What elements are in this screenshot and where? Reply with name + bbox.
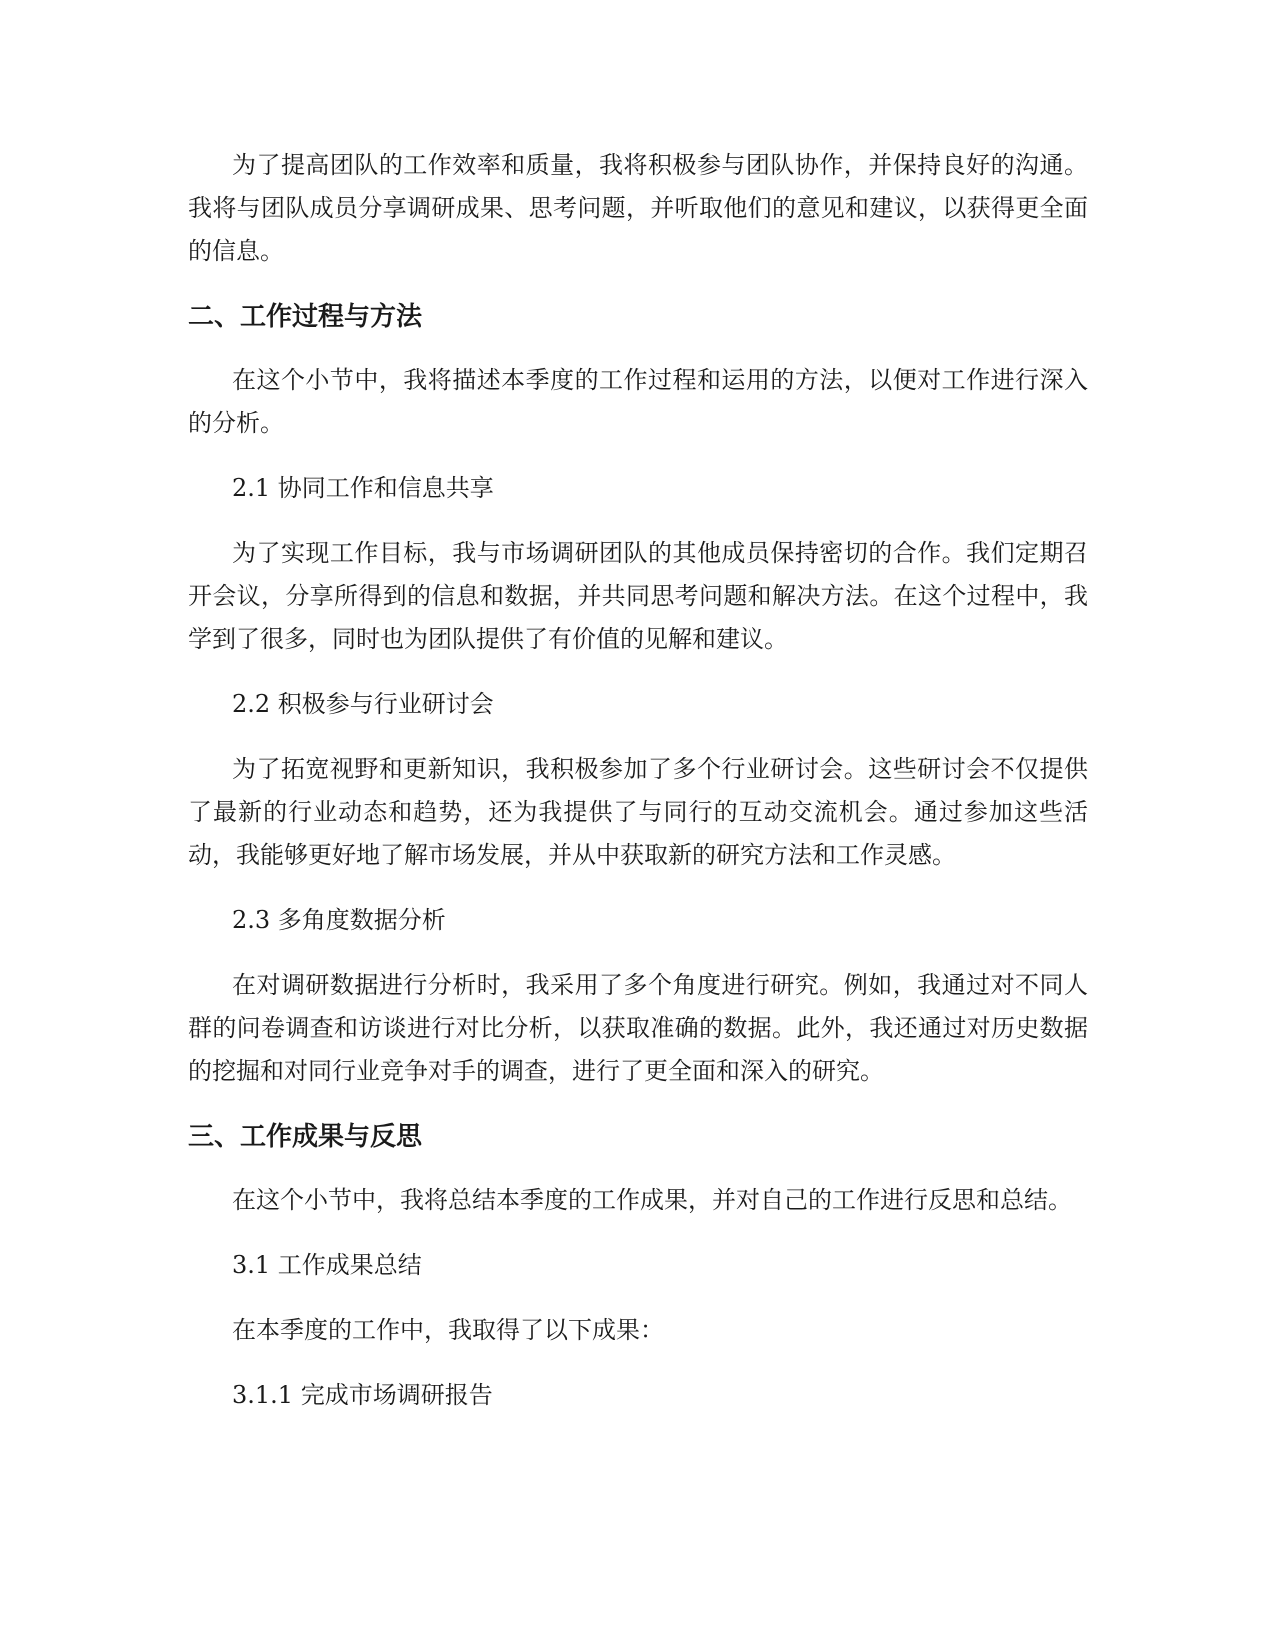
- section-heading-3: 三、工作成果与反思: [188, 1122, 423, 1152]
- paragraph-section-2-intro: 在这个小节中，我将描述本季度的工作过程和运用的方法，以便对工作进行深入的分析。: [188, 366, 1088, 437]
- section-heading-2: 二、工作过程与方法: [188, 302, 423, 332]
- subheading-2-3: 2.3 多角度数据分析: [232, 906, 446, 934]
- paragraph-2-3: 在对调研数据进行分析时，我采用了多个角度进行研究。例如，我通过对不同人群的问卷调查和访谈进行对比分析，以获取准确的数据。此外，我还通过对历史数据的挖掘和对同行业竞争对手的调查，进行了更全面和深入的研究。: [188, 971, 1088, 1085]
- paragraph-2-2: 为了拓宽视野和更新知识，我积极参加了多个行业研讨会。这些研讨会不仅提供了最新的行业动态和趋势，还为我提供了与同行的互动交流机会。通过参加这些活动，我能够更好地了解市场发展，并从中获取新的研究方法和工作灵感。: [188, 755, 1088, 869]
- document-body: [188, 144, 1088, 1439]
- subheading-3-1: 3.1 工作成果总结: [232, 1251, 422, 1279]
- paragraph-2-1: 为了实现工作目标，我与市场调研团队的其他成员保持密切的合作。我们定期召开会议，分享所得到的信息和数据，并共同思考问题和解决方法。在这个过程中，我学到了很多，同时也为团队提供了有价值的见解和建议。: [188, 539, 1088, 653]
- subheading-2-1: 2.1 协同工作和信息共享: [232, 474, 494, 502]
- paragraph-team-collaboration: 为了提高团队的工作效率和质量，我将积极参与团队协作，并保持良好的沟通。我将与团队成员分享调研成果、思考问题，并听取他们的意见和建议，以获得更全面的信息。: [188, 151, 1088, 265]
- subheading-3-1-1: 3.1.1 完成市场调研报告: [232, 1381, 493, 1409]
- paragraph-section-3-intro: 在这个小节中，我将总结本季度的工作成果，并对自己的工作进行反思和总结。: [232, 1186, 1072, 1214]
- subheading-2-2: 2.2 积极参与行业研讨会: [232, 690, 494, 718]
- paragraph-3-1: 在本季度的工作中，我取得了以下成果：: [232, 1316, 664, 1344]
